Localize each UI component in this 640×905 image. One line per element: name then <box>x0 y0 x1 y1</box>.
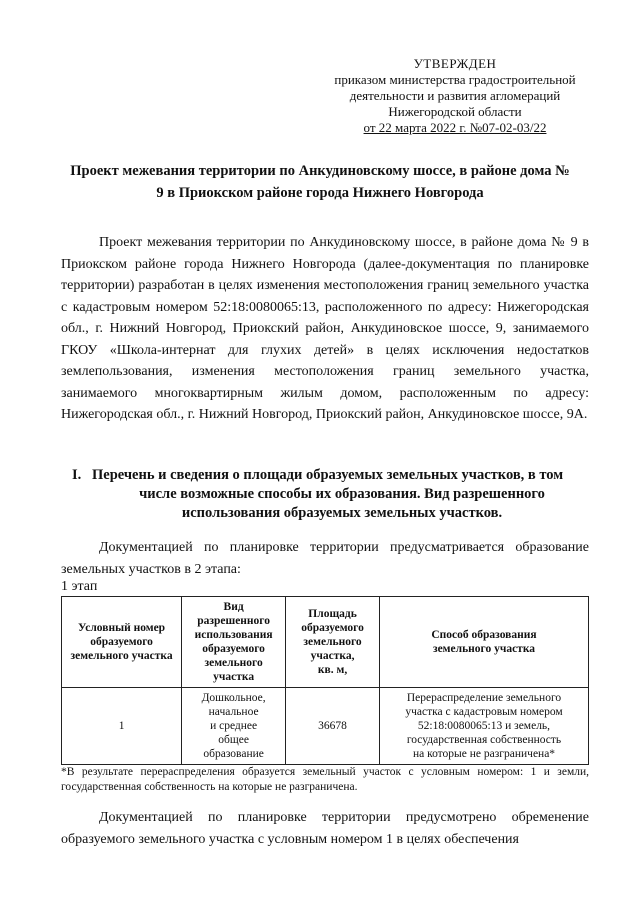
cell-text: и среднее <box>210 720 258 732</box>
paragraph-encumbrance <box>61 807 589 850</box>
paragraph-encumbrance-text: Документацией по планировке территории предусмотрено обременение образуемого земельного участка с условным номером 1 в целях обеспечения <box>61 810 589 847</box>
paragraph-stages <box>61 537 589 580</box>
paragraph-stages-text: Документацией по планировке территории предусматривается образование земельных участков в 2 этапа: <box>61 540 589 577</box>
header-text: разрешенного <box>197 615 270 627</box>
cell-conditional-number: 1 <box>62 688 182 765</box>
intro-paragraph-text: Проект межевания территории по Анкудиновскому шоссе, в районе дома № 9 в Приокском районе города Нижнего Новгорода (далее-документация по планировке территории) разработан в целях изменения местоположения границ земельного участка с кадастровым номером 52:18:0080065:13, расположенного по адресу: Нижегородская обл., г. Нижний Новгород, Приокский район, Анкудиновское шоссе, 9, занимаемого ГКОУ «Школа-интернат для глухих детей» в целях исключения недостатков землепользования, изменения местоположения границ земельного участка, занимаемого многоквартирным жилым домом, расположенным по адресу: Нижегородская обл., г. Нижний Новгород, Приокский район, Анкудиновское шоссе, 9А. <box>61 235 589 422</box>
document-title-line-2: 9 в Приокском районе города Нижнего Новгорода <box>156 185 484 201</box>
document-title <box>56 160 584 204</box>
header-text: Вид <box>223 601 244 613</box>
approval-line-2: деятельности и развития агломераций <box>349 88 561 103</box>
section-number: I. <box>72 467 82 483</box>
approval-title: УТВЕРЖДЕН <box>413 56 497 71</box>
document-title-line-1: Проект межевания территории по Анкудиновскому шоссе, в районе дома № <box>70 163 570 179</box>
cell-text: Дошкольное, <box>201 692 266 704</box>
header-text: образуемого <box>301 622 364 634</box>
header-text: земельного участка <box>70 650 173 662</box>
stage-label: 1 этап <box>61 579 98 594</box>
header-text: земельного <box>204 657 263 669</box>
header-text: образуемого <box>202 643 265 655</box>
table-row <box>62 688 589 765</box>
header-text: Условный номер <box>78 622 166 634</box>
section-heading-line-2: числе возможные способы их образования. Вид разрешенного <box>139 486 545 502</box>
section-heading-text <box>92 466 592 523</box>
approval-date: от 22 марта 2022 г. №07-02-03/22 <box>363 120 547 135</box>
table-header-row <box>62 597 589 688</box>
header-text: участка, <box>310 650 355 662</box>
section-heading-line-3: использования образуемых земельных участков. <box>181 505 503 521</box>
header-text: земельного участка <box>432 643 536 655</box>
approval-line-3: Нижегородской области <box>388 104 522 119</box>
intro-paragraph <box>61 232 589 426</box>
cell-text: общее <box>218 734 249 746</box>
cell-text: на которые не разграничена* <box>412 748 556 760</box>
header-text: Способ образования <box>431 629 537 641</box>
header-area <box>286 597 380 688</box>
approval-stamp <box>300 56 610 136</box>
header-text: использования <box>194 629 273 641</box>
cell-text: образование <box>203 748 264 760</box>
header-conditional-number <box>62 597 182 688</box>
cell-permitted-use <box>182 688 286 765</box>
header-permitted-use <box>182 597 286 688</box>
approval-line-1: приказом министерства градостроительной <box>334 72 576 87</box>
header-text: кв. м, <box>317 664 348 676</box>
cell-text: Перераспределение земельного <box>406 692 562 704</box>
header-text: Площадь <box>308 608 357 620</box>
cell-text: участка с кадастровым номером <box>405 706 563 718</box>
header-text: участка <box>213 671 255 683</box>
cell-text: 52:18:0080065:13 и земель, <box>417 720 551 732</box>
cell-text: начальное <box>208 706 259 718</box>
cell-formation-method <box>380 688 589 765</box>
cell-text: государственная собственность <box>406 734 562 746</box>
header-text: земельного <box>303 636 362 648</box>
cell-area: 36678 <box>286 688 380 765</box>
header-text: образуемого <box>90 636 153 648</box>
section-heading-line-1: Перечень и сведения о площади образуемых земельных участков, в том <box>92 467 564 483</box>
parcels-table <box>61 596 589 765</box>
header-formation-method <box>380 597 589 688</box>
table-footnote: *В результате перераспределения образуется земельный участок с условным номером: 1 и земли, государственная собственность на которые не разграничена. <box>61 766 589 793</box>
